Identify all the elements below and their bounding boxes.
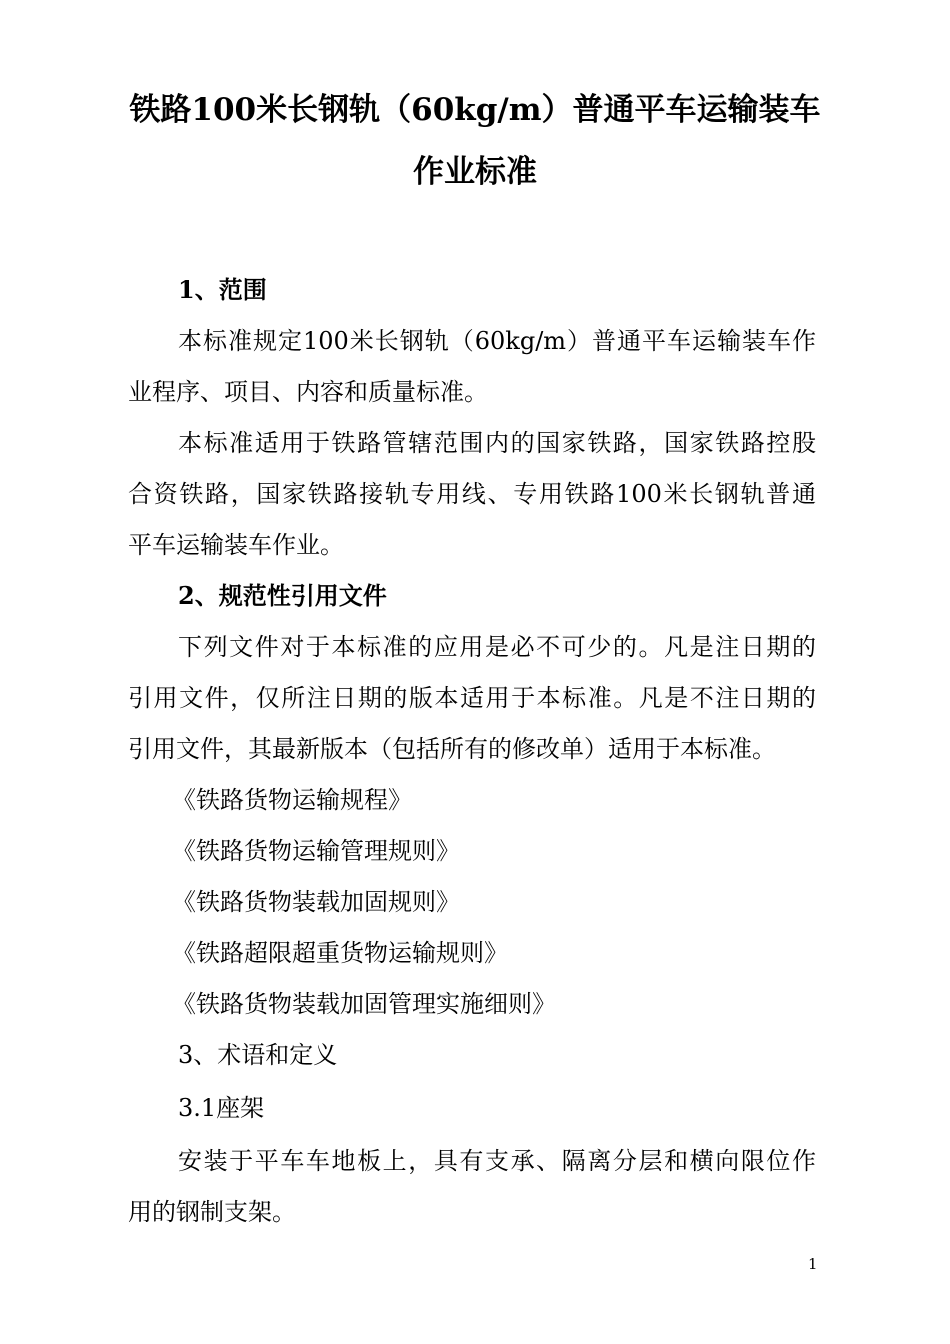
paragraph-line: 引用文件，仅所注日期的版本适用于本标准。凡是不注日期的 bbox=[128, 684, 816, 712]
section-heading-scope: 1、范围 bbox=[178, 275, 267, 304]
reference-item: 《铁路货物装载加固管理实施细则》 bbox=[172, 990, 556, 1018]
paragraph-line: 合资铁路，国家铁路接轨专用线、专用铁路100米长钢轨普通 bbox=[128, 480, 816, 508]
page-number: 1 bbox=[808, 1255, 818, 1273]
paragraph-line: 业程序、项目、内容和质量标准。 bbox=[128, 378, 488, 406]
paragraph-line: 用的钢制支架。 bbox=[128, 1198, 296, 1226]
document-title-line-2: 作业标准 bbox=[413, 154, 537, 190]
paragraph-line: 本标准规定100米长钢轨（60kg/m）普通平车运输装车作 bbox=[178, 327, 816, 355]
reference-item: 《铁路货物运输规程》 bbox=[172, 786, 412, 814]
document-title-line-1: 铁路100米长钢轨（60kg/m）普通平车运输装车 bbox=[129, 92, 821, 128]
subsection-heading: 3.1座架 bbox=[178, 1094, 265, 1122]
reference-item: 《铁路货物运输管理规则》 bbox=[172, 837, 460, 865]
paragraph-line: 安装于平车车地板上，具有支承、隔离分层和横向限位作 bbox=[178, 1147, 816, 1175]
reference-item: 《铁路超限超重货物运输规则》 bbox=[172, 939, 508, 967]
paragraph-line: 引用文件，其最新版本（包括所有的修改单）适用于本标准。 bbox=[128, 735, 776, 763]
section-heading-terms: 3、术语和定义 bbox=[178, 1041, 338, 1069]
paragraph-line: 本标准适用于铁路管辖范围内的国家铁路，国家铁路控股 bbox=[178, 429, 816, 457]
paragraph-line: 下列文件对于本标准的应用是必不可少的。凡是注日期的 bbox=[178, 633, 816, 661]
paragraph-line: 平车运输装车作业。 bbox=[128, 531, 344, 559]
reference-item: 《铁路货物装载加固规则》 bbox=[172, 888, 460, 916]
section-heading-references: 2、规范性引用文件 bbox=[178, 581, 387, 610]
